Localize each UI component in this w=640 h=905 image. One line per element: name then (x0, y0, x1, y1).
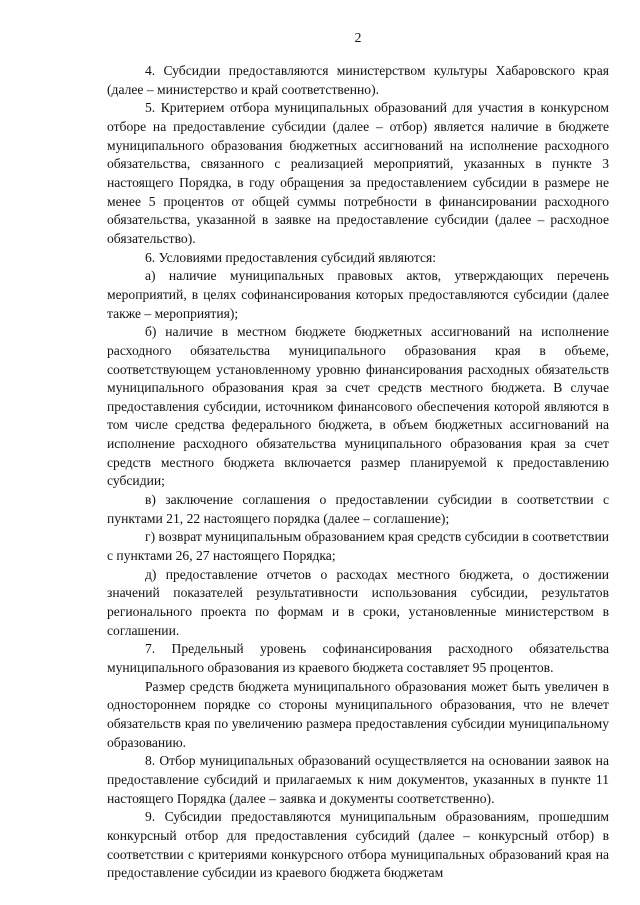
paragraph-8-selection-basis: 8. Отбор муниципальных образований осуществляется на основании заявок на предоставление субсидий и прилагаемых к ним документов, указанных в пункте 11 настоящего Порядка (далее – заявка и документы соответственно). (107, 753, 609, 806)
paragraph-6g: г) возврат муниципальным образованием края средств субсидии в соответствии с пунктами 26, 27 настоящего Порядка; (107, 529, 609, 564)
paragraph-6v: в) заключение соглашения о предоставлении субсидии в соответствии с пунктами 21, 22 настоящего порядка (далее – соглашение); (107, 492, 609, 526)
paragraph-7-cofinancing-level: 7. Предельный уровень софинансирования расходного обязательства муниципального образования из краевого бюджета составляет 95 процентов. (107, 641, 609, 675)
document-page (107, 0, 609, 905)
paragraph-6d: д) предоставление отчетов о расходах местного бюджета, о достижении значений показателей результативности использования субсидии, результатов регионального проекта по формам и в сроки, установленные министерством в соглашении. (107, 566, 609, 638)
paragraph-6b: б) наличие в местном бюджете бюджетных ассигнований на исполнение расходного обязательства муниципального образования края в объеме, соответствующем установленному уровню финансирования расходных обязательств муниципального образования края за счет средств местного бюджета. В случае предоставления субсидии, источником финансового обеспечения которой являются в том числе средства федерального бюджета, в объем бюджетных ассигнований на исполнение расходного обязательства муниципального образования края за счет средств местного бюджета включается размер планируемой к предоставлению субсидии; (107, 324, 609, 489)
paragraph-5-selection-criterion: 5. Критерием отбора муниципальных образований для участия в конкурсном отборе на предоставление субсидии (далее – отбор) является наличие в бюджете муниципального образования бюджетных ассигнований на исполнение расходного обязательства, связанного с реализацией мероприятий, указанных в пункте 3 настоящего Порядка, в году обращения за предоставлением субсидии в размере не менее 5 процентов от общей суммы потребности в финансировании расходного обязательства, указанной в заявке на предоставление субсидии (далее – расходное обязательство). (107, 100, 609, 246)
paragraph-9-subsidy-provision: 9. Субсидии предоставляются муниципальным образованиям, прошедшим конкурсный отбор для предоставления субсидий (далее – конкурсный отбор) в соответствии с критериями конкурсного отбора муниципальных образований края на предоставление субсидии из краевого бюджета бюджетам (107, 809, 609, 881)
page-number: 2 (354, 30, 362, 45)
paragraph-4-subsidies-ministry: 4. Субсидии предоставляются министерством культуры Хабаровского края (далее – министерство и край соответственно). (107, 63, 609, 97)
paragraph-7-budget-increase: Размер средств бюджета муниципального образования может быть увеличен в одностороннем порядке со стороны муниципального образования, что не влечет обязательств края по увеличению размера предоставления субсидии муниципальному образованию. (107, 678, 609, 750)
paragraph-6a: а) наличие муниципальных правовых актов, утверждающих перечень мероприятий, в целях софинансирования которых предоставляются субсидии (далее также – мероприятия); (107, 268, 609, 321)
document-body (107, 62, 609, 883)
paragraph-6-conditions: 6. Условиями предоставления субсидий являются: (145, 249, 437, 265)
